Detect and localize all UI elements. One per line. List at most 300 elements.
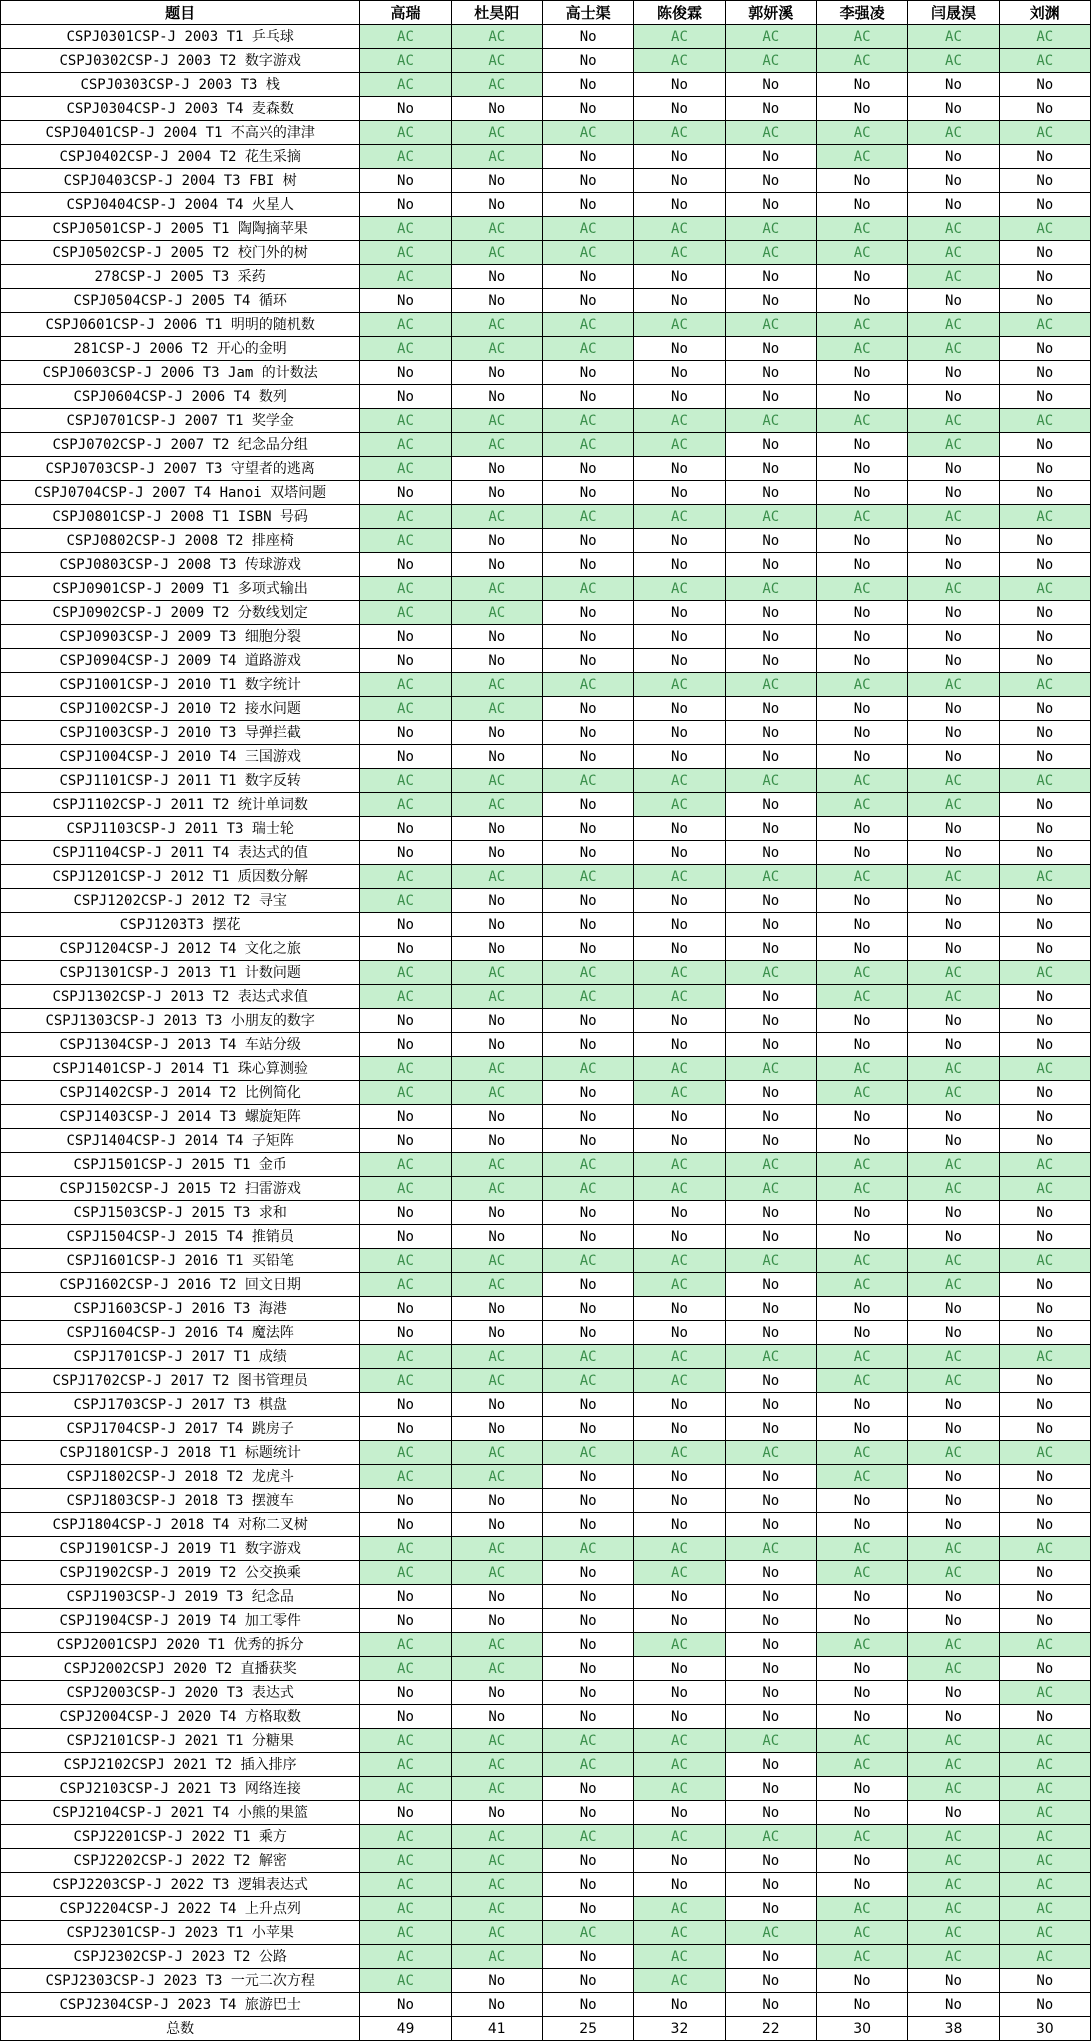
result-no-cell: No <box>451 289 542 313</box>
result-ac-cell: AC <box>634 1369 725 1393</box>
result-ac-cell: AC <box>542 1249 633 1273</box>
problem-name-cell: CSPJ1804CSP-J 2018 T4 对称二叉树 <box>1 1513 360 1537</box>
result-ac-cell: AC <box>816 145 907 169</box>
result-no-cell: No <box>816 193 907 217</box>
result-no-cell: No <box>908 1033 999 1057</box>
result-no-cell: No <box>542 1465 633 1489</box>
result-ac-cell: AC <box>451 769 542 793</box>
table-row <box>1 1969 1091 1993</box>
problem-name-cell: CSPJ1901CSP-J 2019 T1 数字游戏 <box>1 1537 360 1561</box>
result-no-cell: No <box>725 793 816 817</box>
table-row <box>1 1993 1091 2017</box>
result-no-cell: No <box>908 1993 999 2017</box>
result-no-cell: No <box>908 97 999 121</box>
result-no-cell: No <box>999 649 1090 673</box>
result-no-cell: No <box>542 721 633 745</box>
table-row <box>1 1177 1091 1201</box>
total-label: 总数 <box>1 2017 360 2041</box>
result-ac-cell: AC <box>451 1345 542 1369</box>
result-ac-cell: AC <box>816 1369 907 1393</box>
problem-name-cell: CSPJ1902CSP-J 2019 T2 公交换乘 <box>1 1561 360 1585</box>
result-ac-cell: AC <box>542 1345 633 1369</box>
result-no-cell: No <box>360 817 451 841</box>
result-no-cell: No <box>816 1393 907 1417</box>
problem-name-cell: CSPJ1203T3 摆花 <box>1 913 360 937</box>
result-ac-cell: AC <box>725 961 816 985</box>
result-no-cell: No <box>542 73 633 97</box>
problem-name-cell: CSPJ1003CSP-J 2010 T3 导弹拦截 <box>1 721 360 745</box>
result-no-cell: No <box>816 697 907 721</box>
result-no-cell: No <box>634 529 725 553</box>
problem-name-cell: 281CSP-J 2006 T2 开心的金明 <box>1 337 360 361</box>
result-no-cell: No <box>451 649 542 673</box>
result-no-cell: No <box>634 1105 725 1129</box>
result-ac-cell: AC <box>634 217 725 241</box>
result-ac-cell: AC <box>360 961 451 985</box>
problem-name-cell: CSPJ2103CSP-J 2021 T3 网络连接 <box>1 1777 360 1801</box>
result-ac-cell: AC <box>999 1921 1090 1945</box>
result-no-cell: No <box>816 1801 907 1825</box>
result-no-cell: No <box>725 1801 816 1825</box>
problem-name-cell: CSPJ2203CSP-J 2022 T3 逻辑表达式 <box>1 1873 360 1897</box>
result-no-cell: No <box>634 649 725 673</box>
result-ac-cell: AC <box>634 1537 725 1561</box>
result-no-cell: No <box>451 457 542 481</box>
result-ac-cell: AC <box>999 673 1090 697</box>
result-ac-cell: AC <box>451 793 542 817</box>
result-ac-cell: AC <box>542 433 633 457</box>
result-ac-cell: AC <box>908 1873 999 1897</box>
result-no-cell: No <box>725 553 816 577</box>
header-student: 高士渠 <box>542 1 633 25</box>
result-no-cell: No <box>360 289 451 313</box>
table-row <box>1 625 1091 649</box>
result-no-cell: No <box>816 745 907 769</box>
result-ac-cell: AC <box>451 25 542 49</box>
result-ac-cell: AC <box>908 49 999 73</box>
result-no-cell: No <box>634 1609 725 1633</box>
result-no-cell: No <box>360 625 451 649</box>
problem-name-cell: CSPJ1803CSP-J 2018 T3 摆渡车 <box>1 1489 360 1513</box>
result-no-cell: No <box>634 169 725 193</box>
result-ac-cell: AC <box>908 1657 999 1681</box>
result-no-cell: No <box>908 1417 999 1441</box>
result-no-cell: No <box>725 1513 816 1537</box>
result-no-cell: No <box>634 841 725 865</box>
result-ac-cell: AC <box>451 1249 542 1273</box>
result-ac-cell: AC <box>999 769 1090 793</box>
result-no-cell: No <box>542 889 633 913</box>
result-ac-cell: AC <box>360 793 451 817</box>
result-ac-cell: AC <box>634 433 725 457</box>
table-row <box>1 1057 1091 1081</box>
table-row <box>1 1273 1091 1297</box>
result-ac-cell: AC <box>542 1369 633 1393</box>
result-no-cell: No <box>908 841 999 865</box>
result-no-cell: No <box>725 1777 816 1801</box>
result-no-cell: No <box>908 1297 999 1321</box>
result-no-cell: No <box>816 649 907 673</box>
result-ac-cell: AC <box>451 577 542 601</box>
result-no-cell: No <box>451 1033 542 1057</box>
result-no-cell: No <box>542 1897 633 1921</box>
result-no-cell: No <box>999 145 1090 169</box>
result-no-cell: No <box>360 841 451 865</box>
result-no-cell: No <box>816 1513 907 1537</box>
result-ac-cell: AC <box>816 1177 907 1201</box>
result-no-cell: No <box>542 1849 633 1873</box>
table-row <box>1 553 1091 577</box>
result-ac-cell: AC <box>360 1849 451 1873</box>
result-no-cell: No <box>999 1393 1090 1417</box>
table-row <box>1 1321 1091 1345</box>
result-ac-cell: AC <box>634 409 725 433</box>
table-row <box>1 1249 1091 1273</box>
result-no-cell: No <box>999 1993 1090 2017</box>
result-ac-cell: AC <box>816 49 907 73</box>
table-row <box>1 1225 1091 1249</box>
result-ac-cell: AC <box>451 1057 542 1081</box>
result-ac-cell: AC <box>816 1753 907 1777</box>
result-ac-cell: AC <box>542 673 633 697</box>
result-ac-cell: AC <box>451 121 542 145</box>
result-ac-cell: AC <box>816 1057 907 1081</box>
result-no-cell: No <box>634 1681 725 1705</box>
result-ac-cell: AC <box>451 1897 542 1921</box>
result-no-cell: No <box>634 937 725 961</box>
table-row <box>1 1009 1091 1033</box>
table-row <box>1 1105 1091 1129</box>
result-ac-cell: AC <box>908 265 999 289</box>
problem-name-cell: CSPJ2101CSP-J 2021 T1 分糖果 <box>1 1729 360 1753</box>
table-row <box>1 1561 1091 1585</box>
result-no-cell: No <box>999 1657 1090 1681</box>
result-no-cell: No <box>542 1561 633 1585</box>
result-no-cell: No <box>725 625 816 649</box>
result-no-cell: No <box>816 1297 907 1321</box>
result-no-cell: No <box>542 1633 633 1657</box>
result-ac-cell: AC <box>360 673 451 697</box>
result-no-cell: No <box>816 1705 907 1729</box>
result-no-cell: No <box>999 1513 1090 1537</box>
result-ac-cell: AC <box>451 1945 542 1969</box>
result-ac-cell: AC <box>816 1153 907 1177</box>
result-no-cell: No <box>451 1993 542 2017</box>
result-no-cell: No <box>634 385 725 409</box>
problem-name-cell: CSPJ1403CSP-J 2014 T3 螺旋矩阵 <box>1 1105 360 1129</box>
result-no-cell: No <box>908 1009 999 1033</box>
result-no-cell: No <box>999 265 1090 289</box>
problem-name-cell: CSPJ1202CSP-J 2012 T2 寻宝 <box>1 889 360 913</box>
table-row <box>1 1369 1091 1393</box>
total-count: 25 <box>542 2017 633 2041</box>
problem-name-cell: CSPJ1703CSP-J 2017 T3 棋盘 <box>1 1393 360 1417</box>
result-ac-cell: AC <box>634 1921 725 1945</box>
result-no-cell: No <box>542 745 633 769</box>
result-ac-cell: AC <box>451 601 542 625</box>
result-ac-cell: AC <box>360 1969 451 1993</box>
result-ac-cell: AC <box>725 865 816 889</box>
result-ac-cell: AC <box>908 1777 999 1801</box>
result-no-cell: No <box>999 1417 1090 1441</box>
result-ac-cell: AC <box>634 1441 725 1465</box>
result-no-cell: No <box>999 1969 1090 1993</box>
result-no-cell: No <box>908 649 999 673</box>
result-ac-cell: AC <box>908 409 999 433</box>
problem-name-cell: CSPJ1802CSP-J 2018 T2 龙虎斗 <box>1 1465 360 1489</box>
result-no-cell: No <box>999 1561 1090 1585</box>
result-ac-cell: AC <box>999 1057 1090 1081</box>
result-ac-cell: AC <box>816 505 907 529</box>
result-ac-cell: AC <box>451 1153 542 1177</box>
table-row <box>1 241 1091 265</box>
result-no-cell: No <box>908 625 999 649</box>
result-no-cell: No <box>634 817 725 841</box>
result-ac-cell: AC <box>360 73 451 97</box>
result-no-cell: No <box>816 1969 907 1993</box>
result-ac-cell: AC <box>634 121 725 145</box>
result-no-cell: No <box>816 1417 907 1441</box>
result-no-cell: No <box>634 625 725 649</box>
result-no-cell: No <box>360 1609 451 1633</box>
result-no-cell: No <box>451 817 542 841</box>
result-ac-cell: AC <box>725 1729 816 1753</box>
result-no-cell: No <box>542 1081 633 1105</box>
result-no-cell: No <box>542 793 633 817</box>
table-row <box>1 1777 1091 1801</box>
result-no-cell: No <box>542 625 633 649</box>
result-no-cell: No <box>542 1657 633 1681</box>
table-row <box>1 1537 1091 1561</box>
table-row <box>1 601 1091 625</box>
result-no-cell: No <box>634 97 725 121</box>
result-ac-cell: AC <box>634 1057 725 1081</box>
result-no-cell: No <box>360 1105 451 1129</box>
problem-name-cell: CSPJ2201CSP-J 2022 T1 乘方 <box>1 1825 360 1849</box>
result-ac-cell: AC <box>542 769 633 793</box>
result-ac-cell: AC <box>451 1849 542 1873</box>
result-ac-cell: AC <box>542 217 633 241</box>
result-no-cell: No <box>360 1225 451 1249</box>
problem-name-cell: CSPJ2104CSP-J 2021 T4 小熊的果篮 <box>1 1801 360 1825</box>
table-row <box>1 217 1091 241</box>
table-row <box>1 433 1091 457</box>
problem-name-cell: CSPJ1904CSP-J 2019 T4 加工零件 <box>1 1609 360 1633</box>
result-no-cell: No <box>451 97 542 121</box>
result-no-cell: No <box>816 1225 907 1249</box>
result-no-cell: No <box>542 1009 633 1033</box>
table-row <box>1 1705 1091 1729</box>
result-no-cell: No <box>542 25 633 49</box>
result-no-cell: No <box>725 1417 816 1441</box>
result-ac-cell: AC <box>908 1945 999 1969</box>
result-no-cell: No <box>816 457 907 481</box>
result-no-cell: No <box>360 361 451 385</box>
result-ac-cell: AC <box>634 961 725 985</box>
result-ac-cell: AC <box>451 1273 542 1297</box>
result-no-cell: No <box>360 1681 451 1705</box>
result-no-cell: No <box>999 889 1090 913</box>
problem-name-cell: CSPJ1302CSP-J 2013 T2 表达式求值 <box>1 985 360 1009</box>
table-row <box>1 1729 1091 1753</box>
result-ac-cell: AC <box>816 1633 907 1657</box>
table-row <box>1 1441 1091 1465</box>
result-no-cell: No <box>451 625 542 649</box>
problem-name-cell: CSPJ1104CSP-J 2011 T4 表达式的值 <box>1 841 360 865</box>
result-ac-cell: AC <box>816 577 907 601</box>
result-no-cell: No <box>725 1489 816 1513</box>
result-no-cell: No <box>816 1993 907 2017</box>
problem-name-cell: CSPJ2301CSP-J 2023 T1 小苹果 <box>1 1921 360 1945</box>
result-no-cell: No <box>908 1321 999 1345</box>
result-no-cell: No <box>908 1225 999 1249</box>
table-row <box>1 577 1091 601</box>
result-no-cell: No <box>908 1201 999 1225</box>
result-no-cell: No <box>451 1225 542 1249</box>
result-no-cell: No <box>999 697 1090 721</box>
result-ac-cell: AC <box>360 217 451 241</box>
result-no-cell: No <box>451 1009 542 1033</box>
result-no-cell: No <box>908 1465 999 1489</box>
result-no-cell: No <box>999 1105 1090 1129</box>
result-no-cell: No <box>725 1897 816 1921</box>
result-ac-cell: AC <box>542 121 633 145</box>
result-no-cell: No <box>725 649 816 673</box>
result-ac-cell: AC <box>999 1729 1090 1753</box>
result-no-cell: No <box>634 361 725 385</box>
result-no-cell: No <box>999 1369 1090 1393</box>
result-ac-cell: AC <box>451 73 542 97</box>
result-ac-cell: AC <box>360 1153 451 1177</box>
result-no-cell: No <box>542 457 633 481</box>
result-no-cell: No <box>725 697 816 721</box>
result-ac-cell: AC <box>816 1345 907 1369</box>
result-no-cell: No <box>360 721 451 745</box>
problem-name-cell: CSPJ2202CSP-J 2022 T2 解密 <box>1 1849 360 1873</box>
problem-name-cell: CSPJ0703CSP-J 2007 T3 守望者的逃离 <box>1 457 360 481</box>
result-no-cell: No <box>725 1849 816 1873</box>
result-no-cell: No <box>634 1801 725 1825</box>
result-no-cell: No <box>725 1129 816 1153</box>
problem-name-cell: CSPJ1504CSP-J 2015 T4 推销员 <box>1 1225 360 1249</box>
table-row <box>1 1657 1091 1681</box>
table-row <box>1 865 1091 889</box>
table-row <box>1 265 1091 289</box>
result-ac-cell: AC <box>999 121 1090 145</box>
result-no-cell: No <box>908 73 999 97</box>
result-ac-cell: AC <box>360 1921 451 1945</box>
problem-name-cell: CSPJ2003CSP-J 2020 T3 表达式 <box>1 1681 360 1705</box>
problem-name-cell: CSPJ1801CSP-J 2018 T1 标题统计 <box>1 1441 360 1465</box>
problem-name-cell: CSPJ1001CSP-J 2010 T1 数字统计 <box>1 673 360 697</box>
result-no-cell: No <box>725 1657 816 1681</box>
result-ac-cell: AC <box>360 1777 451 1801</box>
problem-name-cell: CSPJ1601CSP-J 2016 T1 买铅笔 <box>1 1249 360 1273</box>
result-no-cell: No <box>634 889 725 913</box>
result-no-cell: No <box>908 1969 999 1993</box>
result-no-cell: No <box>542 1225 633 1249</box>
result-ac-cell: AC <box>816 1921 907 1945</box>
result-no-cell: No <box>725 1945 816 1969</box>
result-ac-cell: AC <box>451 1921 542 1945</box>
result-no-cell: No <box>634 1393 725 1417</box>
result-no-cell: No <box>360 385 451 409</box>
result-ac-cell: AC <box>360 457 451 481</box>
result-ac-cell: AC <box>816 1945 907 1969</box>
result-no-cell: No <box>542 529 633 553</box>
result-no-cell: No <box>634 913 725 937</box>
result-ac-cell: AC <box>634 1177 725 1201</box>
problem-name-cell: CSPJ2002CSPJ 2020 T2 直播获奖 <box>1 1657 360 1681</box>
result-no-cell: No <box>634 553 725 577</box>
result-no-cell: No <box>542 553 633 577</box>
result-ac-cell: AC <box>999 1177 1090 1201</box>
result-no-cell: No <box>725 457 816 481</box>
result-ac-cell: AC <box>725 1249 816 1273</box>
result-ac-cell: AC <box>634 793 725 817</box>
result-ac-cell: AC <box>999 1801 1090 1825</box>
result-ac-cell: AC <box>908 673 999 697</box>
result-no-cell: No <box>451 1801 542 1825</box>
result-ac-cell: AC <box>451 1729 542 1753</box>
result-no-cell: No <box>451 1393 542 1417</box>
problem-name-cell: CSPJ0302CSP-J 2003 T2 数字游戏 <box>1 49 360 73</box>
problem-name-cell: CSPJ0301CSP-J 2003 T1 乒乓球 <box>1 25 360 49</box>
result-no-cell: No <box>542 1417 633 1441</box>
result-no-cell: No <box>816 97 907 121</box>
problem-name-cell: CSPJ1503CSP-J 2015 T3 求和 <box>1 1201 360 1225</box>
result-no-cell: No <box>360 937 451 961</box>
result-no-cell: No <box>634 1849 725 1873</box>
problem-name-cell: CSPJ1501CSP-J 2015 T1 金币 <box>1 1153 360 1177</box>
result-no-cell: No <box>999 385 1090 409</box>
result-no-cell: No <box>542 289 633 313</box>
table-row <box>1 529 1091 553</box>
result-no-cell: No <box>725 721 816 745</box>
result-ac-cell: AC <box>542 1921 633 1945</box>
problem-name-cell: CSPJ0401CSP-J 2004 T1 不高兴的津津 <box>1 121 360 145</box>
result-no-cell: No <box>725 1321 816 1345</box>
result-no-cell: No <box>360 1129 451 1153</box>
result-no-cell: No <box>451 481 542 505</box>
table-row <box>1 1081 1091 1105</box>
problem-name-cell: CSPJ0701CSP-J 2007 T1 奖学金 <box>1 409 360 433</box>
result-ac-cell: AC <box>360 1945 451 1969</box>
table-row <box>1 25 1091 49</box>
result-ac-cell: AC <box>816 1729 907 1753</box>
table-row <box>1 385 1091 409</box>
table-row <box>1 1633 1091 1657</box>
result-no-cell: No <box>634 1705 725 1729</box>
result-ac-cell: AC <box>725 217 816 241</box>
result-no-cell: No <box>451 1585 542 1609</box>
result-ac-cell: AC <box>451 1633 542 1657</box>
result-ac-cell: AC <box>542 1537 633 1561</box>
result-ac-cell: AC <box>451 1177 542 1201</box>
header-student: 闫晟淏 <box>908 1 999 25</box>
result-no-cell: No <box>360 97 451 121</box>
problem-name-cell: CSPJ1402CSP-J 2014 T2 比例简化 <box>1 1081 360 1105</box>
result-no-cell: No <box>542 1705 633 1729</box>
result-no-cell: No <box>542 1129 633 1153</box>
table-row <box>1 1513 1091 1537</box>
table-row <box>1 289 1091 313</box>
result-ac-cell: AC <box>908 865 999 889</box>
result-ac-cell: AC <box>542 985 633 1009</box>
table-row <box>1 1393 1091 1417</box>
total-count: 32 <box>634 2017 725 2041</box>
result-no-cell: No <box>634 1225 725 1249</box>
